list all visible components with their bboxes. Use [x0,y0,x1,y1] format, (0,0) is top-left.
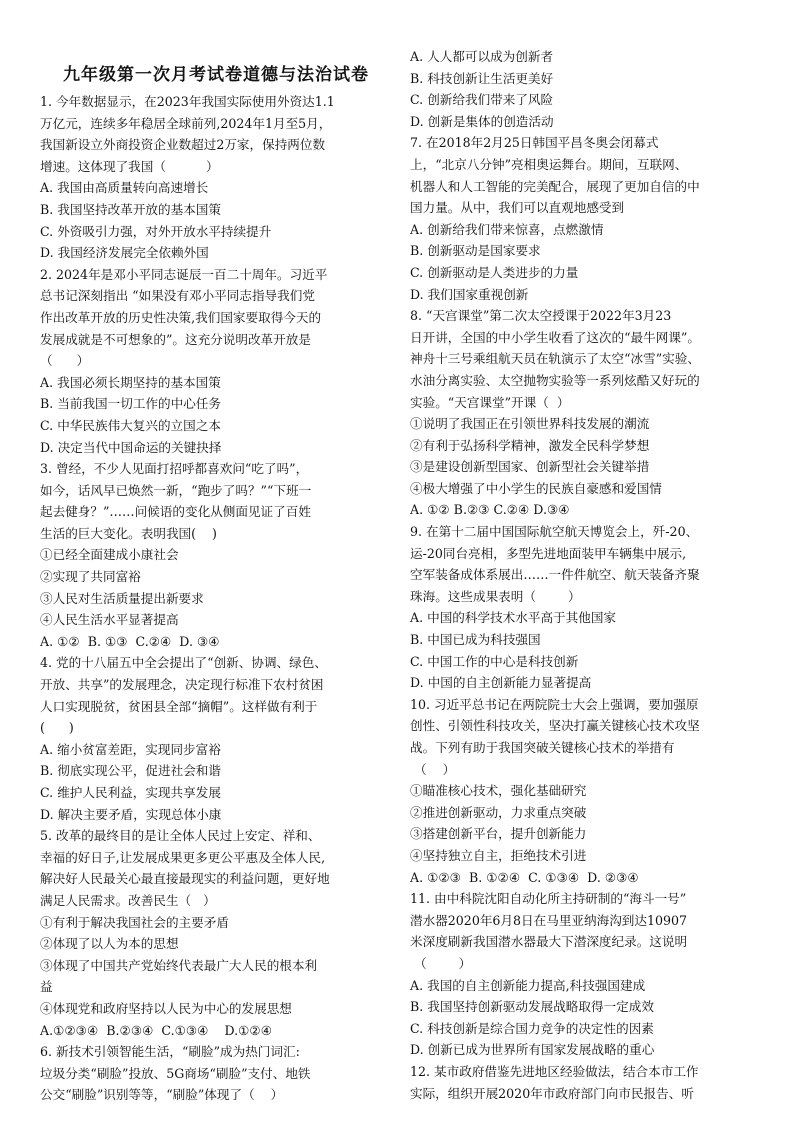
text-line: ①说明了我国正在引领世界科技发展的潮流 [410,416,650,432]
text-line: A. ①②③ B. ①②④ C. ①③④ D. ②③④ [410,869,639,885]
text-line: 上，“北京八分钟”亮相奥运舞台。期间，互联网、 [410,156,688,172]
text-line: 实验。“天宫课堂”开课（ ） [410,394,570,410]
text-line: A. 人人都可以成为创新者 [410,49,554,64]
text-line: D. 创新已成为世界所有国家发展战略的重心 [410,1042,655,1058]
page-title: 九年级第一次月考试卷道德与法治试卷 [63,65,369,85]
text-line: 幸福的好日子,让发展成果更多更公平惠及全体人民, [40,849,326,865]
text-line: 起去健身？”……问候语的变化从侧面见证了百姓 [40,504,311,520]
text-line: ②体现了以人为本的思想 [40,936,179,952]
text-line: 7. 在2018年2月25日韩国平昌冬奥会闭幕式 [410,135,659,151]
text-line: D. 中国的自主创新能力显著提高 [410,675,592,691]
text-line: 创性、引领性科技攻关，坚决打赢关键核心技术攻坚 [410,718,700,734]
text-line: 生活的巨大变化。表明我国( ) [40,525,217,541]
text-line: 运-20同台亮相，多型先进地面装甲车辆集中展示, [410,545,687,561]
text-line: 神舟十三号乘组航天员在轨演示了太空“冰雪”实验、 [410,351,700,367]
text-line: ( ) [40,720,74,736]
text-line: 发展成就是不可想象的”。这充分说明改革开放是 [40,331,311,347]
text-line: （ ） [40,353,90,369]
text-line: A. 缩小贫富差距，实现同步富裕 [40,741,221,757]
text-line: A. 我国的自主创新能力提高,科技强国建成 [410,977,646,993]
text-line: B. 我国坚持改革开放的基本国策 [40,201,221,217]
text-line: 米深度刷新我国潜水器最大下潜深度纪录。这说明 [410,934,688,950]
text-line: ④极大增强了中小学生的民族自豪感和爱国情 [410,480,662,496]
text-line: A. 创新给我们带来惊喜，点燃激情 [410,221,604,237]
text-line: C. 维护人民利益，实现共享发展 [40,785,221,800]
text-line: D. 创新是集体的创造活动 [410,113,554,129]
text-line: A. ①② B. ①③ C.②④ D. ③④ [40,633,220,649]
text-line: 珠海。这些成果表明（ ） [410,588,581,604]
text-line: B. 创新驱动是国家要求 [410,243,541,259]
text-line: 8. “天宫课堂”第二次太空授课于2022年3月23 [410,308,672,324]
text-line: B. 当前我国一切工作的中心任务 [40,396,221,412]
text-line: ④人民生活水平显著提高 [40,612,179,628]
text-line: 垃圾分类“刷脸”投放、5G商场“刷脸”支付、地铁 [40,1065,311,1081]
text-line: 战。下列有助于我国突破关键核心技术的举措有 [410,740,675,755]
text-line: 4. 党的十八届五中全会提出了“创新、协调、绿色、 [40,655,327,671]
left-column [40,46,392,1106]
text-line: ③人民对生活质量提出新要求 [40,590,204,606]
text-line: C. 科技创新是综合国力竞争的决定性的因素 [410,1020,654,1036]
text-line: 9. 在第十二届中国国际航空航天博览会上，歼-20、 [410,524,699,540]
text-line: 如今，话风早已焕然一新，“跑步了吗？”“下班一 [40,482,312,498]
text-line: A. 中国的科学技术水平高于其他国家 [410,610,617,626]
text-line: D. 我国经济发展完全依赖外国 [40,245,209,261]
text-line: D. 决定当代中国命运的关键抉择 [40,439,222,455]
text-line: 5. 改革的最终目的是让全体人民过上安定、祥和、 [40,828,321,844]
text-line: B. 彻底实现公平，促进社会和谐 [40,763,221,779]
text-line: 国力量。从中，我们可以直观地感受到 [410,200,625,216]
text-line: 10. 习近平总书记在两院院士大会上强调，要加强原 [410,696,699,712]
text-line: 2. 2024年是邓小平同志诞辰一百二十周年。习近平 [40,266,328,282]
text-line: 3. 曾经，不少人见面打招呼都喜欢问“吃了吗”， [40,461,309,477]
text-line: B. 科技创新让生活更美好 [410,70,554,86]
text-line: 水油分离实验、太空抛物实验等一系列炫酷又好玩的 [410,372,700,388]
text-line: （ ） [410,955,472,971]
text-line: 机器人和人工智能的完美配合，展现了更加自信的中 [410,178,700,194]
text-line: C. 中华民族伟大复兴的立国之本 [40,417,221,433]
text-line: ②有利于弘扬科学精神，激发全民科学梦想 [410,437,650,453]
text-line: 潜水器2020年6月8日在马里亚纳海沟到达10907 [410,912,688,928]
text-line: 人口实现脱贫，贫困县全部“摘帽”。这样做有利于 [40,698,318,714]
text-line: C. 中国工作的中心是科技创新 [410,653,579,669]
text-line: 6. 新技术引领智能生活，“刷脸”成为热门词汇: [40,1044,300,1060]
text-line: ①有利于解决我国社会的主要矛盾 [40,914,229,930]
text-line: A. ①② B.②③ C.②④ D.③④ [410,502,570,518]
text-line: 万亿元，连续多年稳居全球前列,2024年1月至5月， [40,115,332,131]
text-line: 开放、共享”的发展理念，决定现行标准下农村贫困 [40,677,324,693]
text-line: A. 我国必须长期坚持的基本国策 [40,374,221,390]
text-line: 空军装备成体系展出……一件件航空、航天装备齐聚 [410,567,700,583]
text-line: ①已经全面建成小康社会 [40,547,179,563]
text-line: 11. 由中科院沈阳自动化所主持研制的“海斗一号” [410,891,687,907]
right-column [410,46,762,1104]
text-line: 满足人民需求。改善民生（ ） [40,892,216,908]
text-line: 12. 某市政府借鉴先进地区经验做法，结合本市工作 [410,1063,699,1079]
text-line: 增速。这体现了我国（ ） [40,158,219,174]
text-line: 我国新设立外商投资企业数超过2万家，保持两位数 [40,137,326,153]
text-line: D. 解决主要矛盾，实现总体小康 [40,806,222,822]
text-line: ②实现了共同富裕 [40,569,141,585]
text-line: ④坚持独立自主，拒绝技术引进 [410,847,587,863]
text-line: 总书记深刻指出 “如果没有邓小平同志指导我们党 [40,288,315,304]
text-line: A.①②③④ B.②③④ C.①③④ D.①②④ [40,1022,272,1038]
text-line: 作出改革开放的历史性决策,我们国家要取得今天的 [40,309,322,325]
text-line: 公交“刷脸”识别等等，“刷脸”体现了（ ） [40,1087,284,1103]
text-line: ③搭建创新平台，提升创新能力 [410,826,587,842]
text-line: ②推进创新驱动，力求重点突破 [410,804,587,820]
text-line: 解决好人民最关心最直接最现实的利益问题，更好地 [40,871,330,887]
text-line: ③体现了中国共产党始终代表最广大人民的根本利 [40,957,318,973]
text-line: ④体现党和政府坚持以人民为中心的发展思想 [40,1000,292,1016]
text-line: 益 [40,979,53,995]
text-line: 日开讲，全国的中小学生收看了这次的“最牛网课”。 [410,329,700,345]
text-line: A. 我国由高质量转向高速增长 [40,180,209,196]
text-line: 1. 今年数据显示，在2023年我国实际使用外资达1.1 [40,94,335,109]
text-line: 实际，组织开展2020年市政府部门向市民报告、听 [410,1085,694,1101]
text-line: C. 创新给我们带来了风险 [410,92,554,108]
text-line: B. 中国已成为科技强国 [410,632,541,648]
text-line: ①瞄准核心技术，强化基础研究 [410,783,587,799]
text-line: B. 我国坚持创新驱动发展战略取得一定成效 [410,999,654,1015]
text-line: C. 外资吸引力强，对外开放水平持续提升 [40,223,272,239]
text-line: （ ） [410,761,456,777]
text-line: D. 我们国家重视创新 [410,286,529,302]
text-line: ③是建设创新型国家、创新型社会关键举措 [410,459,650,475]
text-line: C. 创新驱动是人类进步的力量 [410,264,579,280]
